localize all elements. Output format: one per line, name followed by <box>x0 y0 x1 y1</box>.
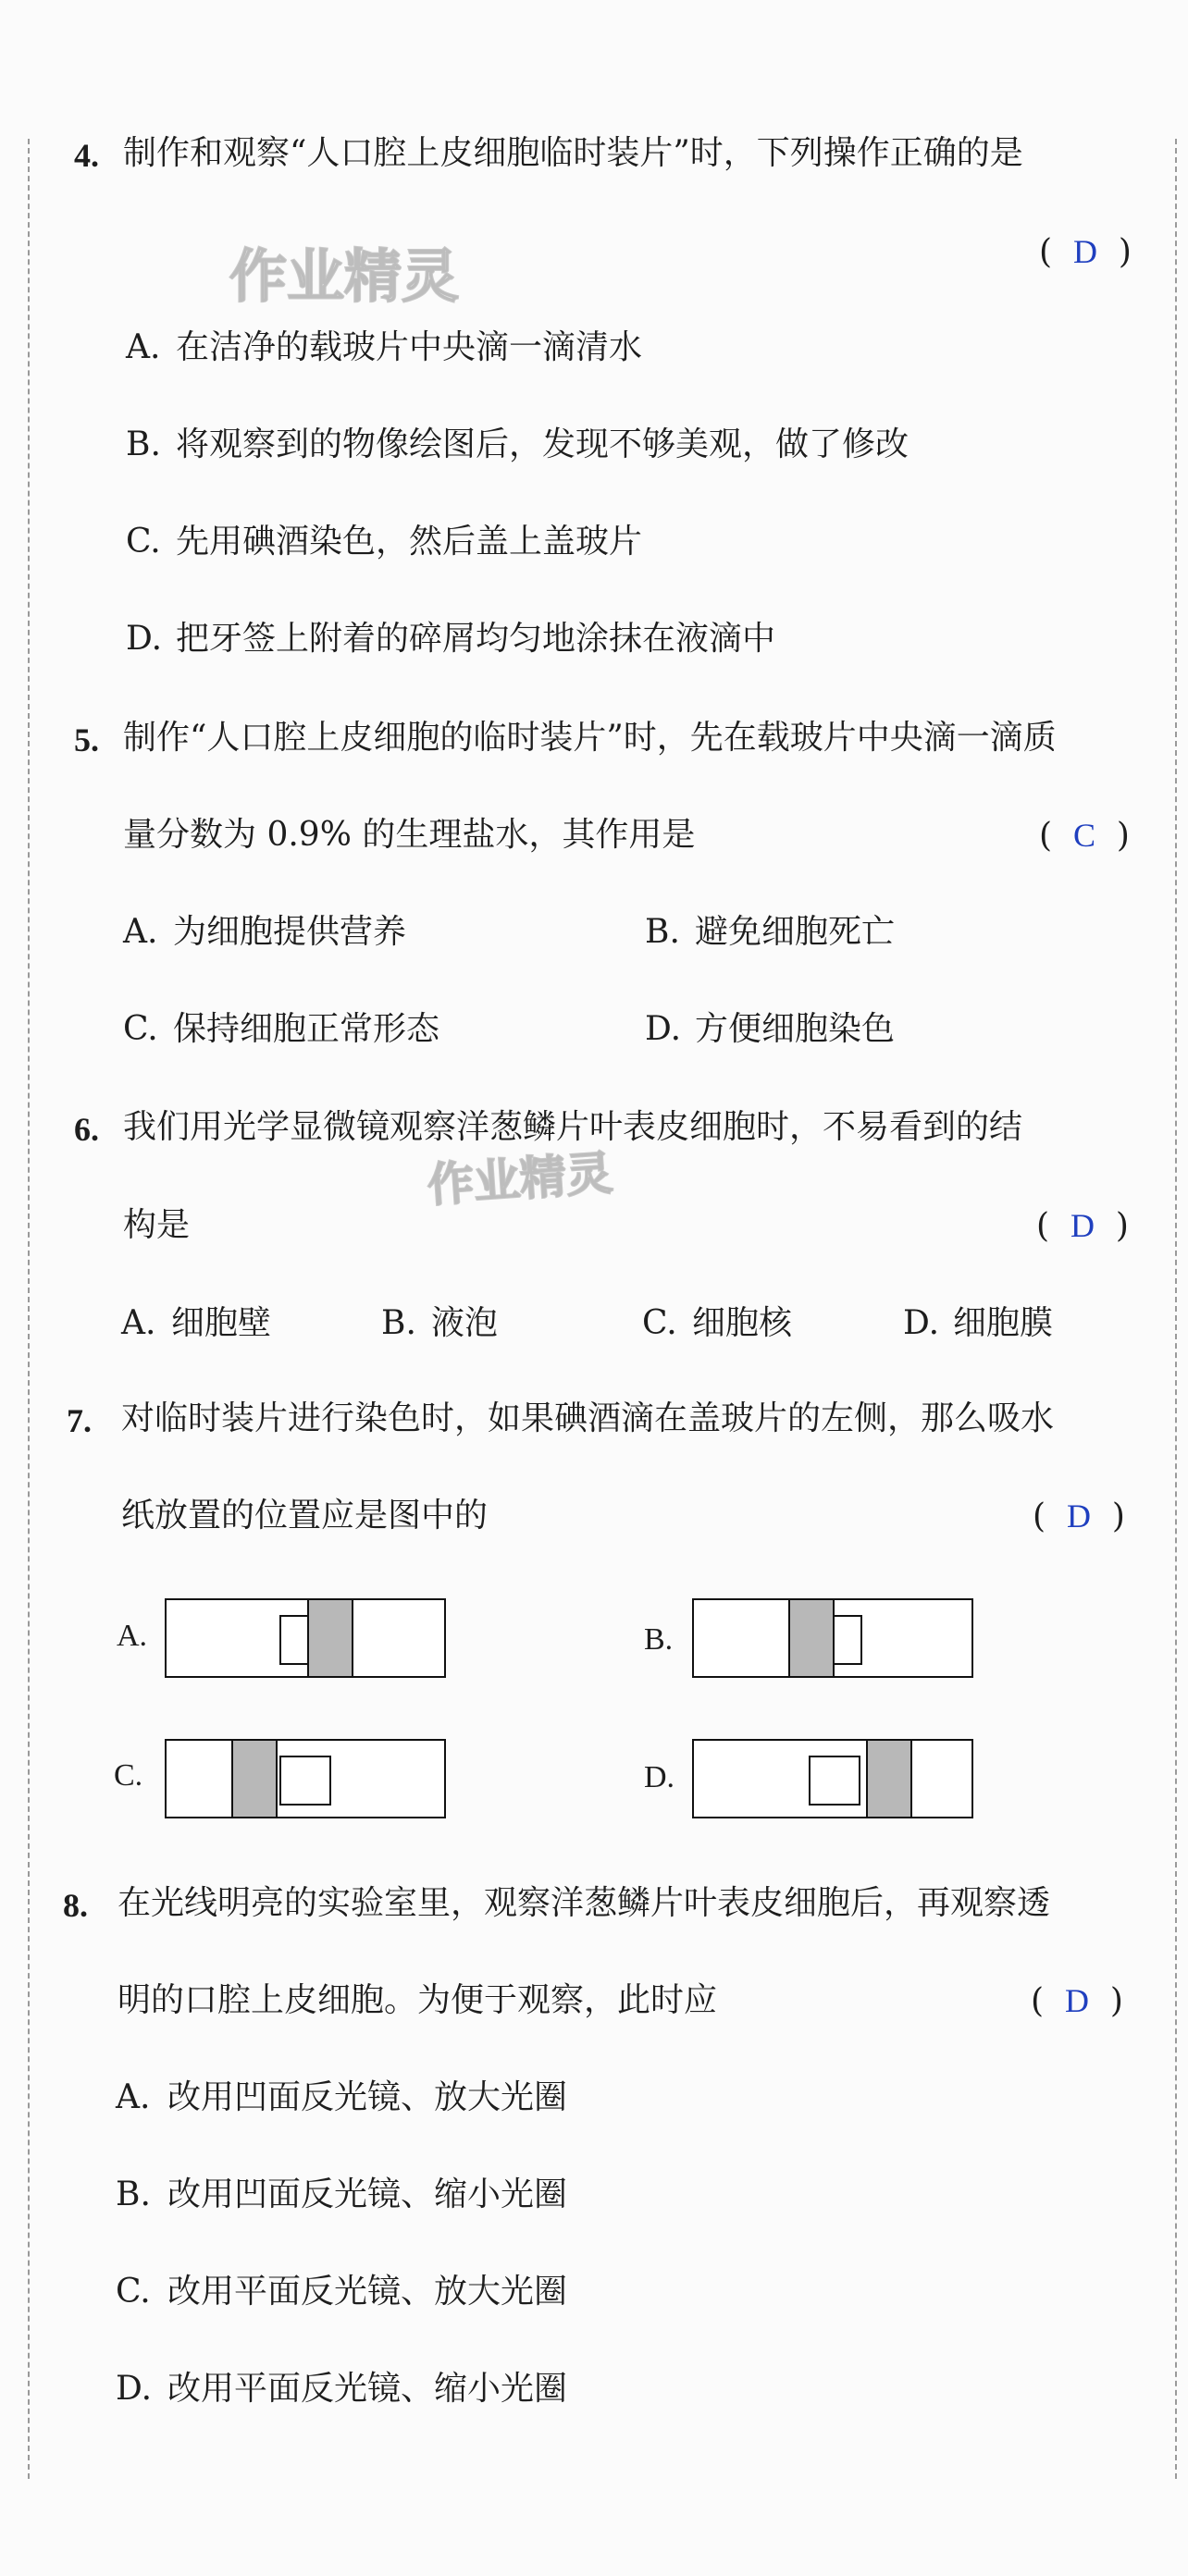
slide-diagram-b <box>692 1598 973 1678</box>
option-label: A. <box>116 2078 151 2116</box>
question-text: 制作和观察“人口腔上皮细胞临时装片”时，下列操作正确的是 <box>123 134 1023 172</box>
question-number: 6. <box>74 1111 99 1148</box>
option-text: 细胞膜 <box>953 1304 1054 1342</box>
option-label: D. <box>903 1304 940 1342</box>
option-label: C. <box>116 2273 151 2311</box>
question-number: 4. <box>74 137 99 174</box>
option-text: 在洁净的载玻片中央滴一滴清水 <box>176 328 643 366</box>
answer-bracket: ( C ) <box>1039 817 1130 855</box>
question-text: 制作“人口腔上皮细胞的临时装片”时，先在载玻片中央滴一滴质 <box>123 719 1057 757</box>
cover-slip <box>809 1756 860 1806</box>
option-text: 先用碘酒染色，然后盖上盖玻片 <box>176 523 643 561</box>
option-text: 方便细胞染色 <box>695 1010 896 1048</box>
question-text: 在光线明亮的实验室里，观察洋葱鳞片叶表皮细胞后，再观察透 <box>118 1884 1051 1922</box>
option-label: A. <box>121 1304 156 1342</box>
left-dashed-margin <box>28 139 30 2479</box>
option-text: 液泡 <box>431 1304 499 1342</box>
option-text: 改用凹面反光镜、放大光圈 <box>167 2078 568 2116</box>
option-label: B. <box>645 913 680 951</box>
option-label: A. <box>117 1619 148 1653</box>
question-number: 5. <box>74 721 99 758</box>
question-text: 构是 <box>123 1206 191 1244</box>
question-text: 对临时装片进行染色时，如果碘酒滴在盖玻片的左侧，那么吸水 <box>121 1399 1055 1437</box>
option-label: C. <box>114 1758 143 1793</box>
right-dashed-margin <box>1175 139 1177 2479</box>
answer-bracket: ( D ) <box>1031 1982 1123 2020</box>
watermark: 作业精灵 <box>426 1146 614 1213</box>
question-number: 8. <box>63 1887 88 1924</box>
absorbent-paper <box>788 1598 835 1678</box>
option-label: A. <box>126 328 161 366</box>
answer-letter: D <box>1064 1982 1089 2019</box>
watermark: 作业精灵 <box>229 242 460 310</box>
option-text: 改用平面反光镜、缩小光圈 <box>167 2370 568 2408</box>
option-text: 细胞核 <box>692 1304 793 1342</box>
option-label: C. <box>642 1304 677 1342</box>
option-label: B. <box>381 1304 416 1342</box>
option-label: B. <box>126 425 161 463</box>
answer-bracket: ( D ) <box>1033 1498 1125 1535</box>
option-text: 为细胞提供营养 <box>173 913 407 951</box>
option-label: B. <box>644 1622 674 1657</box>
question-text: 纸放置的位置应是图中的 <box>121 1497 489 1535</box>
option-label: D. <box>645 1010 682 1048</box>
option-text: 将观察到的物像绘图后，发现不够美观，做了修改 <box>176 425 910 463</box>
option-label: B. <box>116 2175 151 2213</box>
slide-diagram-d <box>692 1739 973 1818</box>
question-number: 7. <box>67 1402 92 1439</box>
option-text: 避免细胞死亡 <box>695 913 896 951</box>
option-label: D. <box>126 620 163 658</box>
answer-letter: D <box>1070 1207 1095 1244</box>
absorbent-paper <box>866 1739 912 1818</box>
answer-bracket: ( D ) <box>1036 1207 1129 1245</box>
absorbent-paper <box>307 1598 353 1678</box>
answer-letter: D <box>1066 1498 1091 1535</box>
answer-letter: D <box>1072 233 1097 270</box>
option-text: 保持细胞正常形态 <box>173 1010 440 1048</box>
question-text: 明的口腔上皮细胞。为便于观察，此时应 <box>118 1981 718 2019</box>
option-text: 改用凹面反光镜、缩小光圈 <box>167 2175 568 2213</box>
option-label: D. <box>116 2370 153 2408</box>
option-label: A. <box>123 913 158 951</box>
question-text: 量分数为 0.9% 的生理盐水，其作用是 <box>123 816 696 854</box>
option-label: D. <box>644 1760 675 1794</box>
option-text: 改用平面反光镜、放大光圈 <box>167 2273 568 2311</box>
slide-diagram-c <box>165 1739 446 1818</box>
answer-bracket: ( D ) <box>1039 233 1132 271</box>
question-text: 我们用光学显微镜观察洋葱鳞片叶表皮细胞时，不易看到的结 <box>123 1108 1023 1146</box>
answer-letter: C <box>1072 817 1095 854</box>
cover-slip <box>279 1756 331 1806</box>
slide-diagram-a <box>165 1598 446 1678</box>
option-label: C. <box>123 1010 158 1048</box>
option-text: 把牙签上附着的碎屑均匀地涂抹在液滴中 <box>176 620 776 658</box>
option-label: C. <box>126 523 161 561</box>
option-text: 细胞壁 <box>171 1304 272 1342</box>
absorbent-paper <box>231 1739 278 1818</box>
